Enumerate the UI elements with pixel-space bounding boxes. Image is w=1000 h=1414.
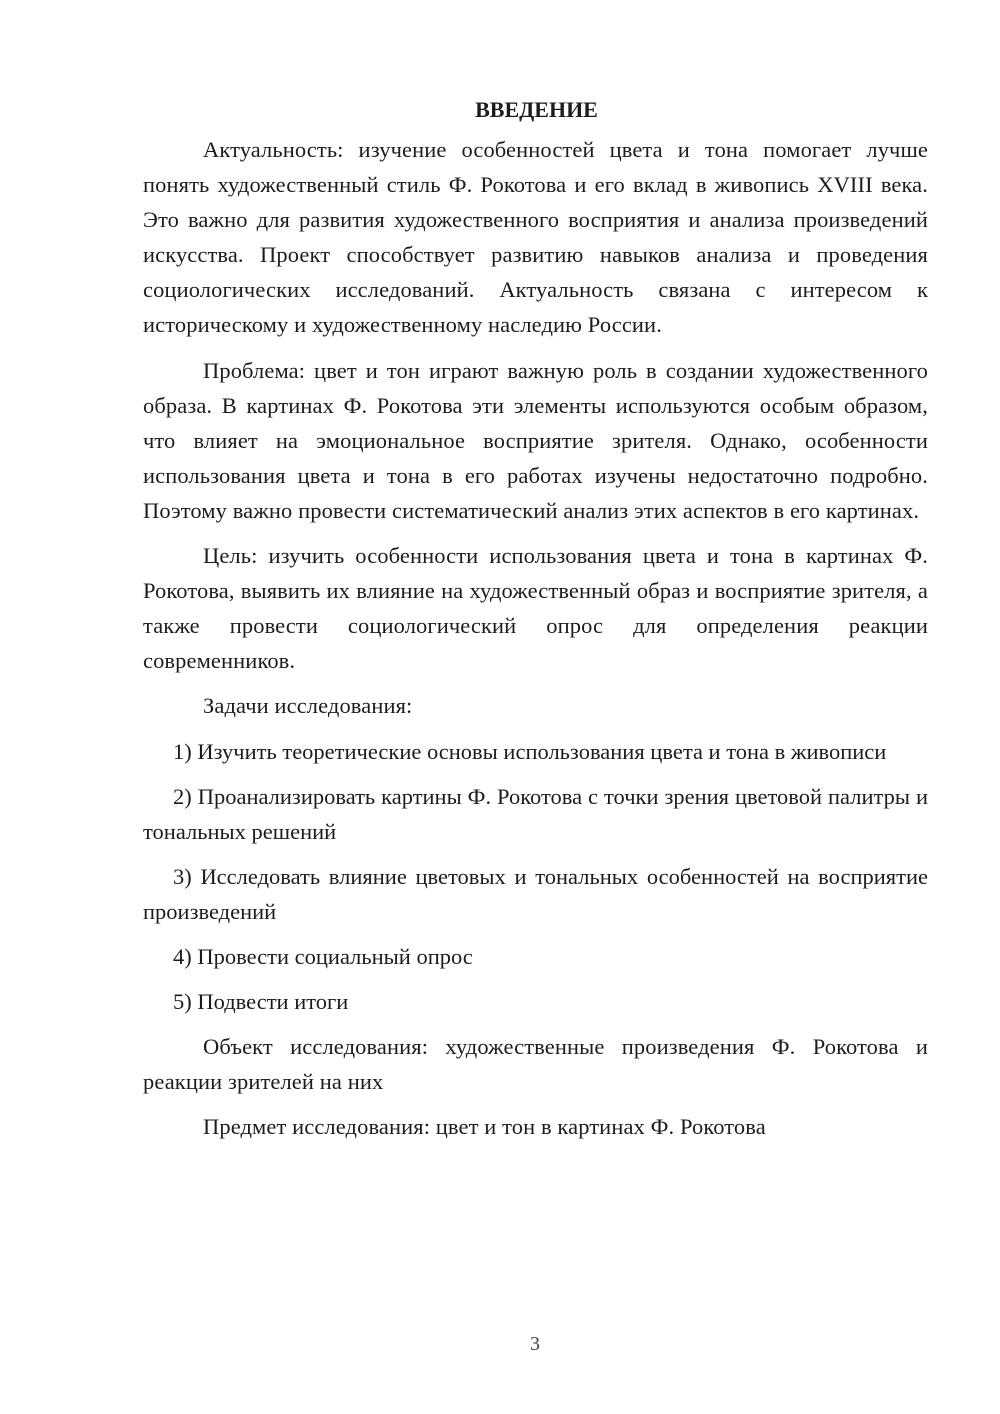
page-number: 3 xyxy=(530,1333,540,1355)
section-title: ВВЕДЕНИЕ xyxy=(475,97,598,122)
task-item-5: 5) Подвести итоги xyxy=(173,989,349,1015)
task-item-2: 2) Проанализировать картины Ф. Рокотова с точки зрения цветовой палитры и тональных решений xyxy=(143,783,928,844)
tasks-heading: Задачи исследования: xyxy=(203,693,413,719)
task-item-3: 3) Исследовать влияние цветовых и тональных особенностей на восприятие произведений xyxy=(143,863,928,924)
task-item-4: 4) Провести социальный опрос xyxy=(173,943,473,969)
task-item-1: 1) Изучить теоретические основы использования цвета и тона в живописи xyxy=(173,738,887,764)
paragraph-relevance: Актуальность: изучение особенностей цвета и тона помогает лучше понять художественный стиль Ф. Рокотова и его вклад в живопись XVIII века. Это важно для развития художественного восприятия и анализа произведений искусства. Проект способствует развитию навыков анализа и проведения социологических исследований. Актуальность связана с интересом к историческому и художественному наследию России. xyxy=(143,137,928,338)
document-body xyxy=(143,92,928,1154)
paragraph-goal: Цель: изучить особенности использования цвета и тона в картинах Ф. Рокотова, выявить их влияние на художественный образ и восприятие зрителя, а также провести социологический опрос для определения реакции современников. xyxy=(143,543,928,674)
paragraph-object: Объект исследования: художественные произведения Ф. Рокотова и реакции зрителей на них xyxy=(143,1034,928,1095)
paragraph-problem: Проблема: цвет и тон играют важную роль в создании художественного образа. В картинах Ф. Рокотова эти элементы используются особым образом, что влияет на эмоциональное восприятие зрителя. Однако, особенности использования цвета и тона в его работах изучены недостаточно подробно. Поэтому важно провести систематический анализ этих аспектов в его картинах. xyxy=(143,357,928,523)
paragraph-subject: Предмет исследования: цвет и тон в картинах Ф. Рокотова xyxy=(203,1114,766,1140)
